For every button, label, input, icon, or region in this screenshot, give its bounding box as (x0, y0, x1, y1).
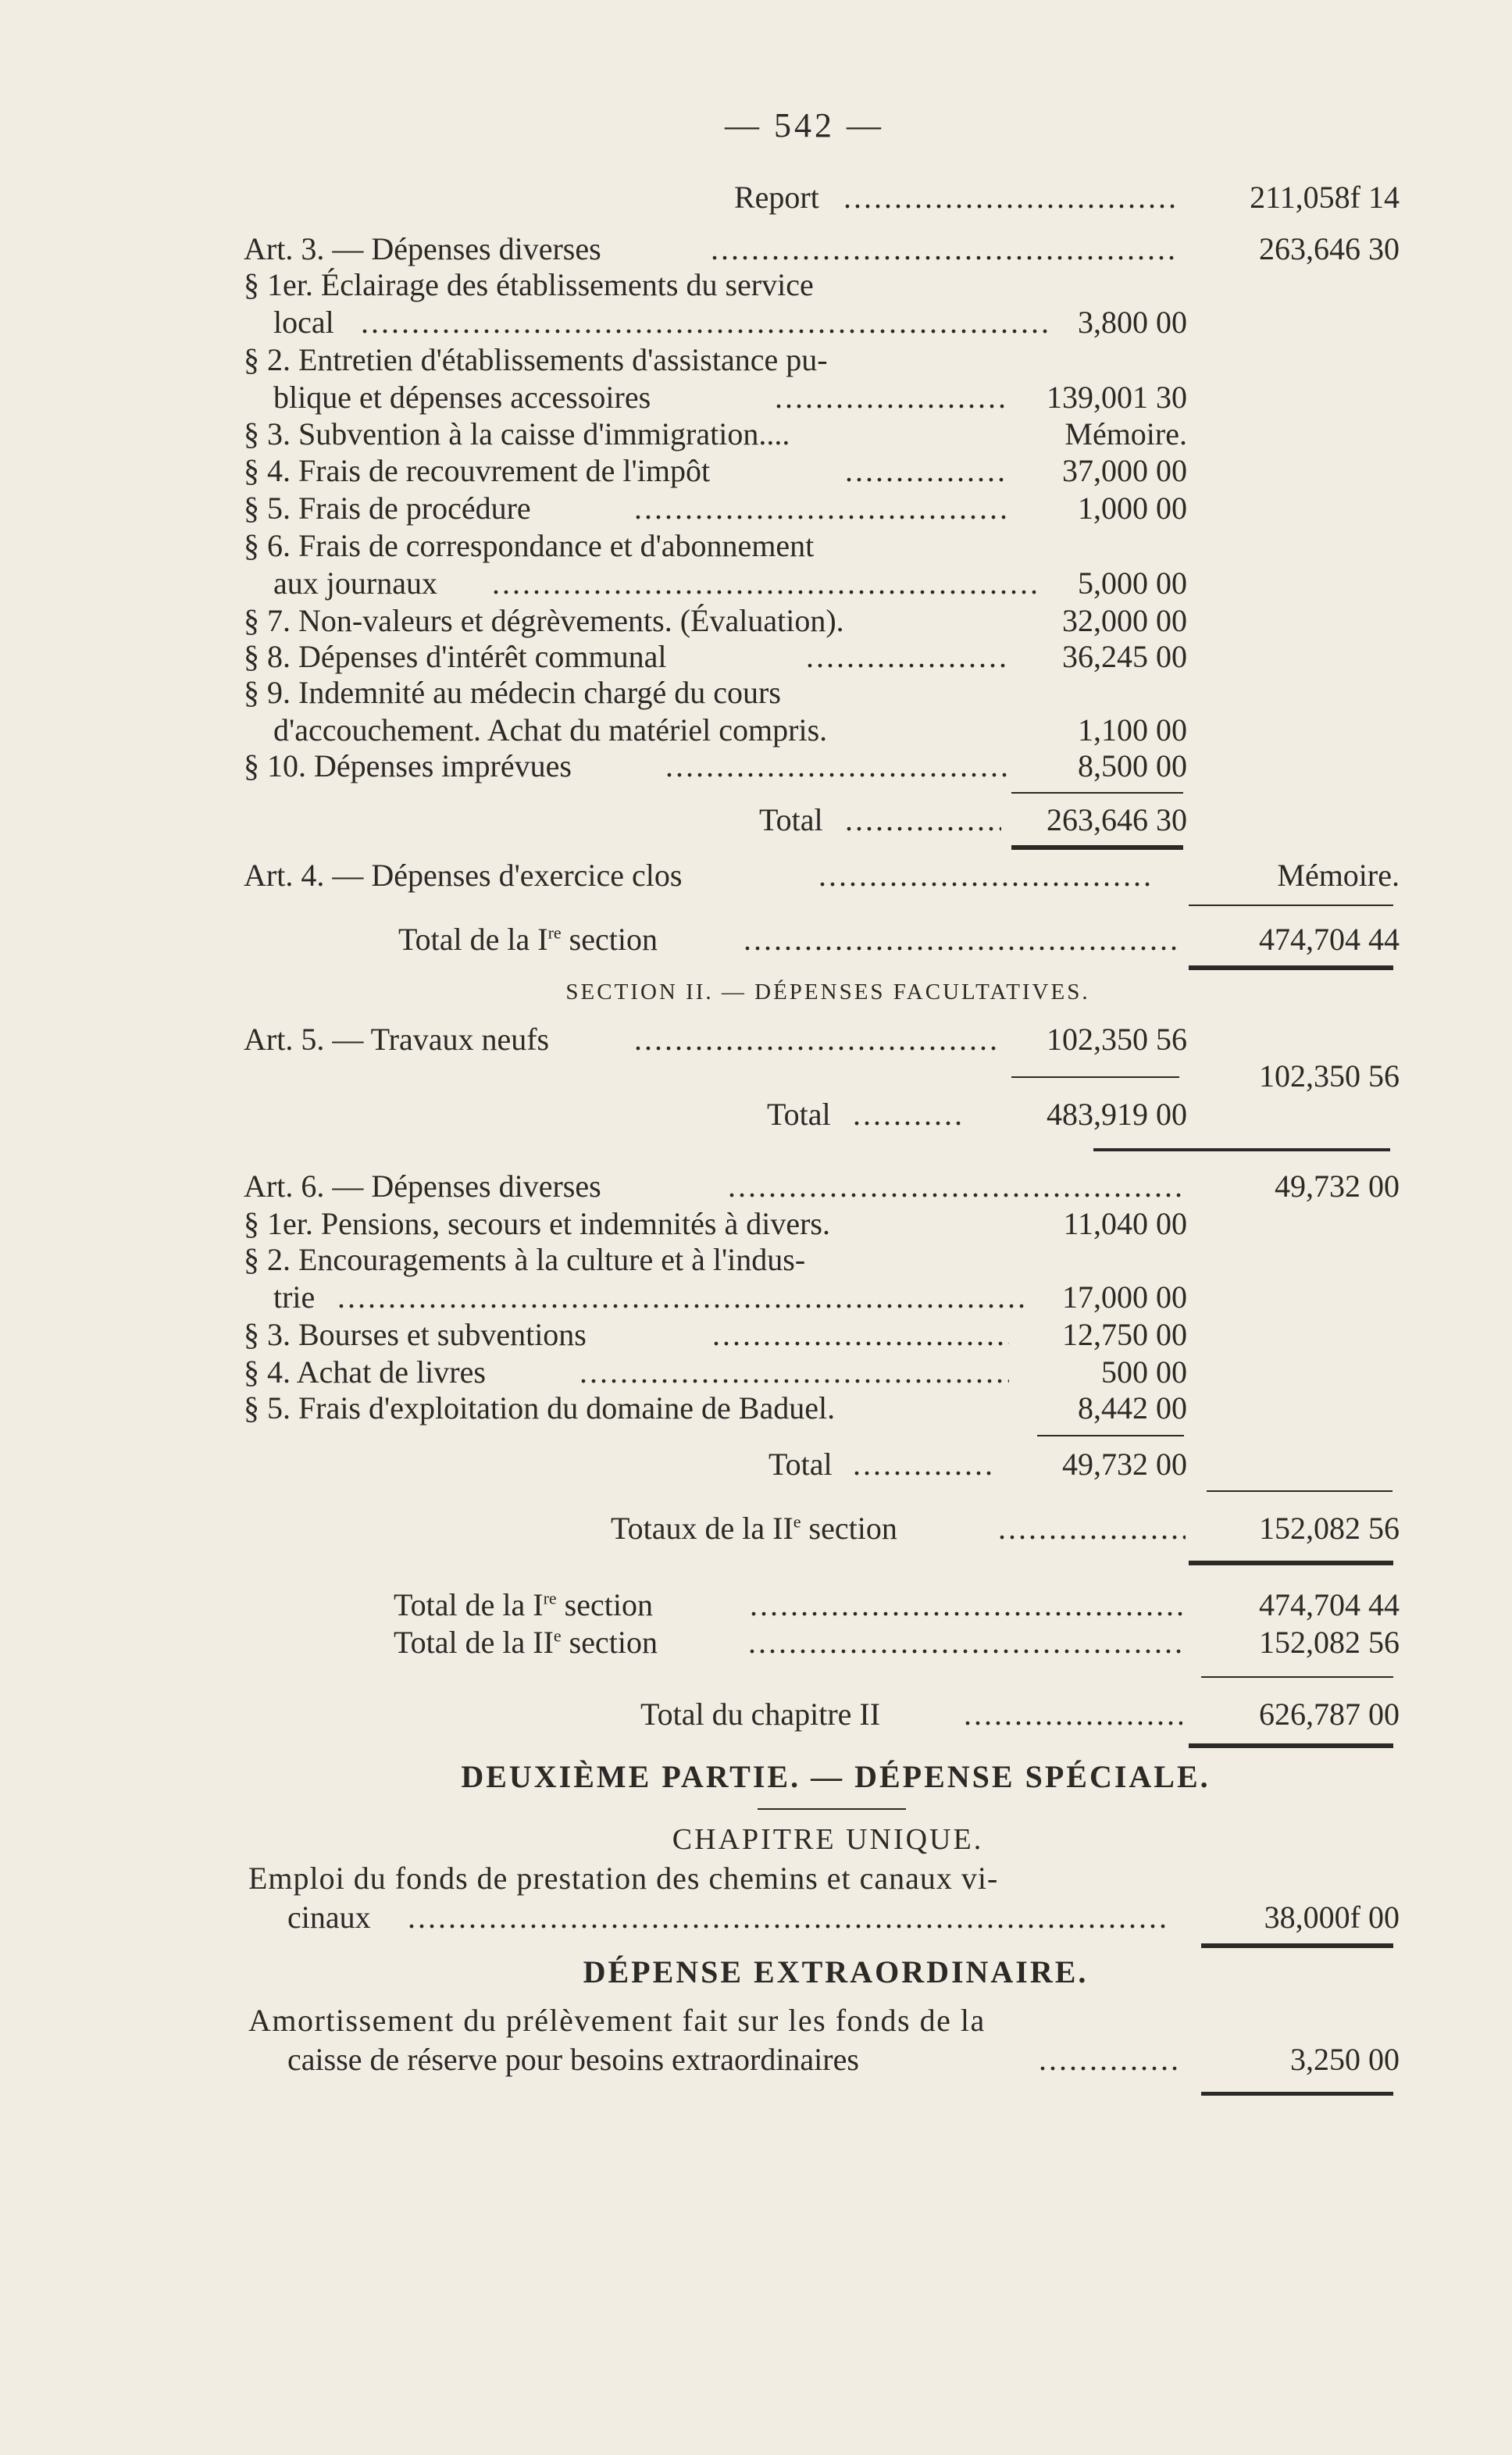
item-amount: 1,000 00 (1078, 491, 1187, 526)
running-total-line (244, 1095, 1400, 1134)
extra-heading: DÉPENSE EXTRAORDINAIRE. (583, 1954, 1089, 1989)
leader-dots (806, 637, 1009, 676)
item-text: d'accouchement. Achat du matériel compris. (273, 712, 828, 748)
leader-dots (998, 1509, 1186, 1548)
item-text: trie (273, 1279, 316, 1315)
art4-label: Art. 4. — Dépenses d'exercice clos (244, 858, 683, 893)
running-total-amount: 483,919 00 (1047, 1097, 1187, 1132)
item-amount: 17,000 00 (1062, 1279, 1187, 1315)
leader-dots (744, 920, 1181, 959)
art5-label: Art. 5. — Travaux neufs (244, 1022, 550, 1057)
leader-dots (1039, 2040, 1179, 2079)
total-chapitre-line (244, 1695, 1400, 1734)
art3-item (244, 747, 1400, 786)
amortissement-line1: Amortissement du prélèvement fait sur les fonds de la (248, 2003, 986, 2038)
item-amount: 32,000 00 (1062, 603, 1187, 638)
leader-dots (750, 1586, 1187, 1625)
item-text: § 5. Frais d'exploitation du domaine de Baduel. (244, 1390, 836, 1426)
leader-dots (408, 1898, 1165, 1937)
item-text: § 7. Non-valeurs et dégrèvements. (Évaluation). (244, 603, 844, 638)
item-text: § 9. Indemnité au médecin chargé du cours (244, 675, 781, 710)
rule (1189, 1561, 1393, 1565)
rule (758, 1808, 906, 1810)
leader-dots (845, 801, 1001, 840)
report-amount: 211,058f 14 (1250, 180, 1400, 215)
rule (1189, 1743, 1393, 1748)
art6-item (244, 1240, 1400, 1279)
item-text: § 8. Dépenses d'intérêt communal (244, 639, 667, 674)
recap-amount: 152,082 56 (1259, 1625, 1400, 1660)
part2-heading: DEUXIÈME PARTIE. — DÉPENSE SPÉCIALE. (461, 1759, 1211, 1794)
art6-line (244, 1167, 1400, 1206)
item-text: § 2. Encouragements à la culture et à l'indus- (244, 1242, 806, 1277)
art3-total-line (244, 801, 1400, 840)
amortissement-amount: 3,250 00 (1290, 2042, 1400, 2077)
item-amount: Mémoire. (1064, 416, 1187, 451)
emploi-line2 (244, 1898, 1400, 1937)
leader-dots (361, 303, 1048, 342)
item-text: § 6. Frais de correspondance et d'abonnement (244, 528, 815, 563)
leader-dots (712, 1315, 1009, 1354)
item-text: § 5. Frais de procédure (244, 491, 531, 526)
rule (1011, 792, 1183, 794)
art3-label: Art. 3. — Dépenses diverses (244, 231, 601, 266)
recap-line (244, 1586, 1400, 1625)
leader-dots (853, 1095, 962, 1134)
leader-dots (665, 747, 1009, 786)
item-amount: 1,100 00 (1078, 712, 1187, 748)
leader-dots (748, 1623, 1186, 1662)
emploi-amount: 38,000f 00 (1264, 1900, 1400, 1935)
item-text: § 3. Subvention à la caisse d'immigration.... (244, 416, 790, 451)
page-number: — 542 — (725, 106, 884, 145)
art3-item (244, 526, 1400, 566)
total-label: Total (759, 802, 823, 837)
art3-item (244, 489, 1400, 528)
total-section1-label: Total de la Ire section (398, 922, 658, 957)
totaux-section2-label: Totaux de la IIe section (611, 1511, 897, 1546)
art3-item (244, 637, 1400, 676)
leader-dots (579, 1353, 1009, 1392)
item-amount: 36,245 00 (1062, 639, 1187, 674)
item-amount: 8,442 00 (1078, 1390, 1187, 1426)
report-label: Report (734, 180, 819, 215)
section2-heading: SECTION II. — DÉPENSES FACULTATIVES. (565, 980, 1090, 1004)
item-text: § 3. Bourses et subventions (244, 1317, 587, 1352)
leader-dots (634, 1020, 1001, 1059)
item-text: § 1er. Éclairage des établissements du service (244, 267, 814, 302)
leader-dots (964, 1695, 1182, 1734)
leader-dots (843, 178, 1179, 217)
item-text: § 2. Entretien d'établissements d'assistance pu- (244, 342, 828, 377)
leader-dots (634, 489, 1009, 528)
leader-dots (845, 451, 1009, 491)
item-amount: 8,500 00 (1078, 748, 1187, 783)
total-amount: 263,646 30 (1047, 802, 1187, 837)
art3-item (244, 378, 1400, 417)
total-amount: 49,732 00 (1062, 1447, 1187, 1482)
emploi-line1: Emploi du fonds de prestation des chemins et canaux vi- (248, 1861, 999, 1896)
leader-dots (711, 230, 1179, 269)
art3-item (244, 451, 1400, 491)
amortissement-line2 (244, 2040, 1400, 2079)
item-text: § 4. Frais de recouvrement de l'impôt (244, 453, 711, 488)
total-chapitre-amount: 626,787 00 (1259, 1697, 1400, 1732)
rule (1207, 1490, 1393, 1492)
total-section1-line (244, 920, 1400, 959)
running-total-label: Total (767, 1097, 831, 1132)
art6-item (244, 1204, 1400, 1244)
item-text: aux journaux (273, 566, 437, 601)
item-text: blique et dépenses accessoires (273, 380, 651, 415)
art6-total-line (244, 1445, 1400, 1484)
art6-label: Art. 6. — Dépenses diverses (244, 1169, 601, 1204)
item-text: § 10. Dépenses imprévues (244, 748, 572, 783)
art6-item (244, 1278, 1400, 1317)
rule (1011, 845, 1183, 850)
item-text: local (273, 305, 334, 340)
rule (1093, 1148, 1390, 1151)
totaux-section2-line (244, 1509, 1400, 1548)
totaux-section2-amount: 152,082 56 (1259, 1511, 1400, 1546)
art3-item (244, 673, 1400, 712)
art6-item (244, 1353, 1400, 1392)
art3-line (244, 230, 1400, 269)
art3-item (244, 303, 1400, 342)
art3-amount: 263,646 30 (1259, 231, 1400, 266)
recap-line (244, 1623, 1400, 1662)
rule (1189, 905, 1393, 906)
art5-carry-line (244, 1057, 1400, 1096)
leader-dots (818, 856, 1154, 895)
art3-item (244, 601, 1400, 641)
recap-label: Total de la IIe section (394, 1625, 658, 1660)
art5-carry-amount: 102,350 56 (1259, 1058, 1400, 1094)
item-amount: 37,000 00 (1062, 453, 1187, 488)
rule (1037, 1435, 1184, 1436)
rule (1189, 965, 1393, 970)
art5-amount: 102,350 56 (1047, 1022, 1187, 1057)
leader-dots (337, 1278, 1025, 1317)
item-amount: 3,800 00 (1078, 305, 1187, 340)
recap-label: Total de la Ire section (394, 1587, 653, 1622)
item-text: § 1er. Pensions, secours et indemnités à divers. (244, 1206, 830, 1241)
rule (1201, 1676, 1393, 1678)
art3-item (244, 415, 1400, 454)
art6-item (244, 1315, 1400, 1354)
total-section1-amount: 474,704 44 (1259, 922, 1400, 957)
art5-line (244, 1020, 1400, 1059)
item-amount: 12,750 00 (1062, 1317, 1187, 1352)
total-label: Total (768, 1447, 833, 1482)
leader-dots (853, 1445, 993, 1484)
rule (1201, 2092, 1393, 2096)
art6-item (244, 1389, 1400, 1428)
leader-dots (728, 1167, 1181, 1206)
rule (1201, 1943, 1393, 1948)
total-chapitre-label: Total du chapitre II (640, 1697, 881, 1732)
item-amount: 11,040 00 (1063, 1206, 1187, 1241)
leader-dots (775, 378, 1009, 417)
art3-item (244, 564, 1400, 603)
item-amount: 139,001 30 (1047, 380, 1187, 415)
leader-dots (492, 564, 1039, 603)
amortissement-text: caisse de réserve pour besoins extraordinaires (287, 2042, 859, 2077)
art6-amount: 49,732 00 (1275, 1169, 1400, 1204)
art4-line (244, 856, 1400, 895)
art3-item (244, 266, 1400, 305)
item-amount: 500 00 (1101, 1354, 1187, 1390)
recap-amount: 474,704 44 (1259, 1587, 1400, 1622)
art3-item (244, 711, 1400, 750)
chapitre-unique-heading: CHAPITRE UNIQUE. (672, 1823, 984, 1856)
item-amount: 5,000 00 (1078, 566, 1187, 601)
report-line (244, 178, 1400, 217)
art4-amount: Mémoire. (1277, 858, 1400, 893)
emploi-text: cinaux (287, 1900, 371, 1935)
art3-item (244, 341, 1400, 380)
item-text: § 4. Achat de livres (244, 1354, 486, 1390)
